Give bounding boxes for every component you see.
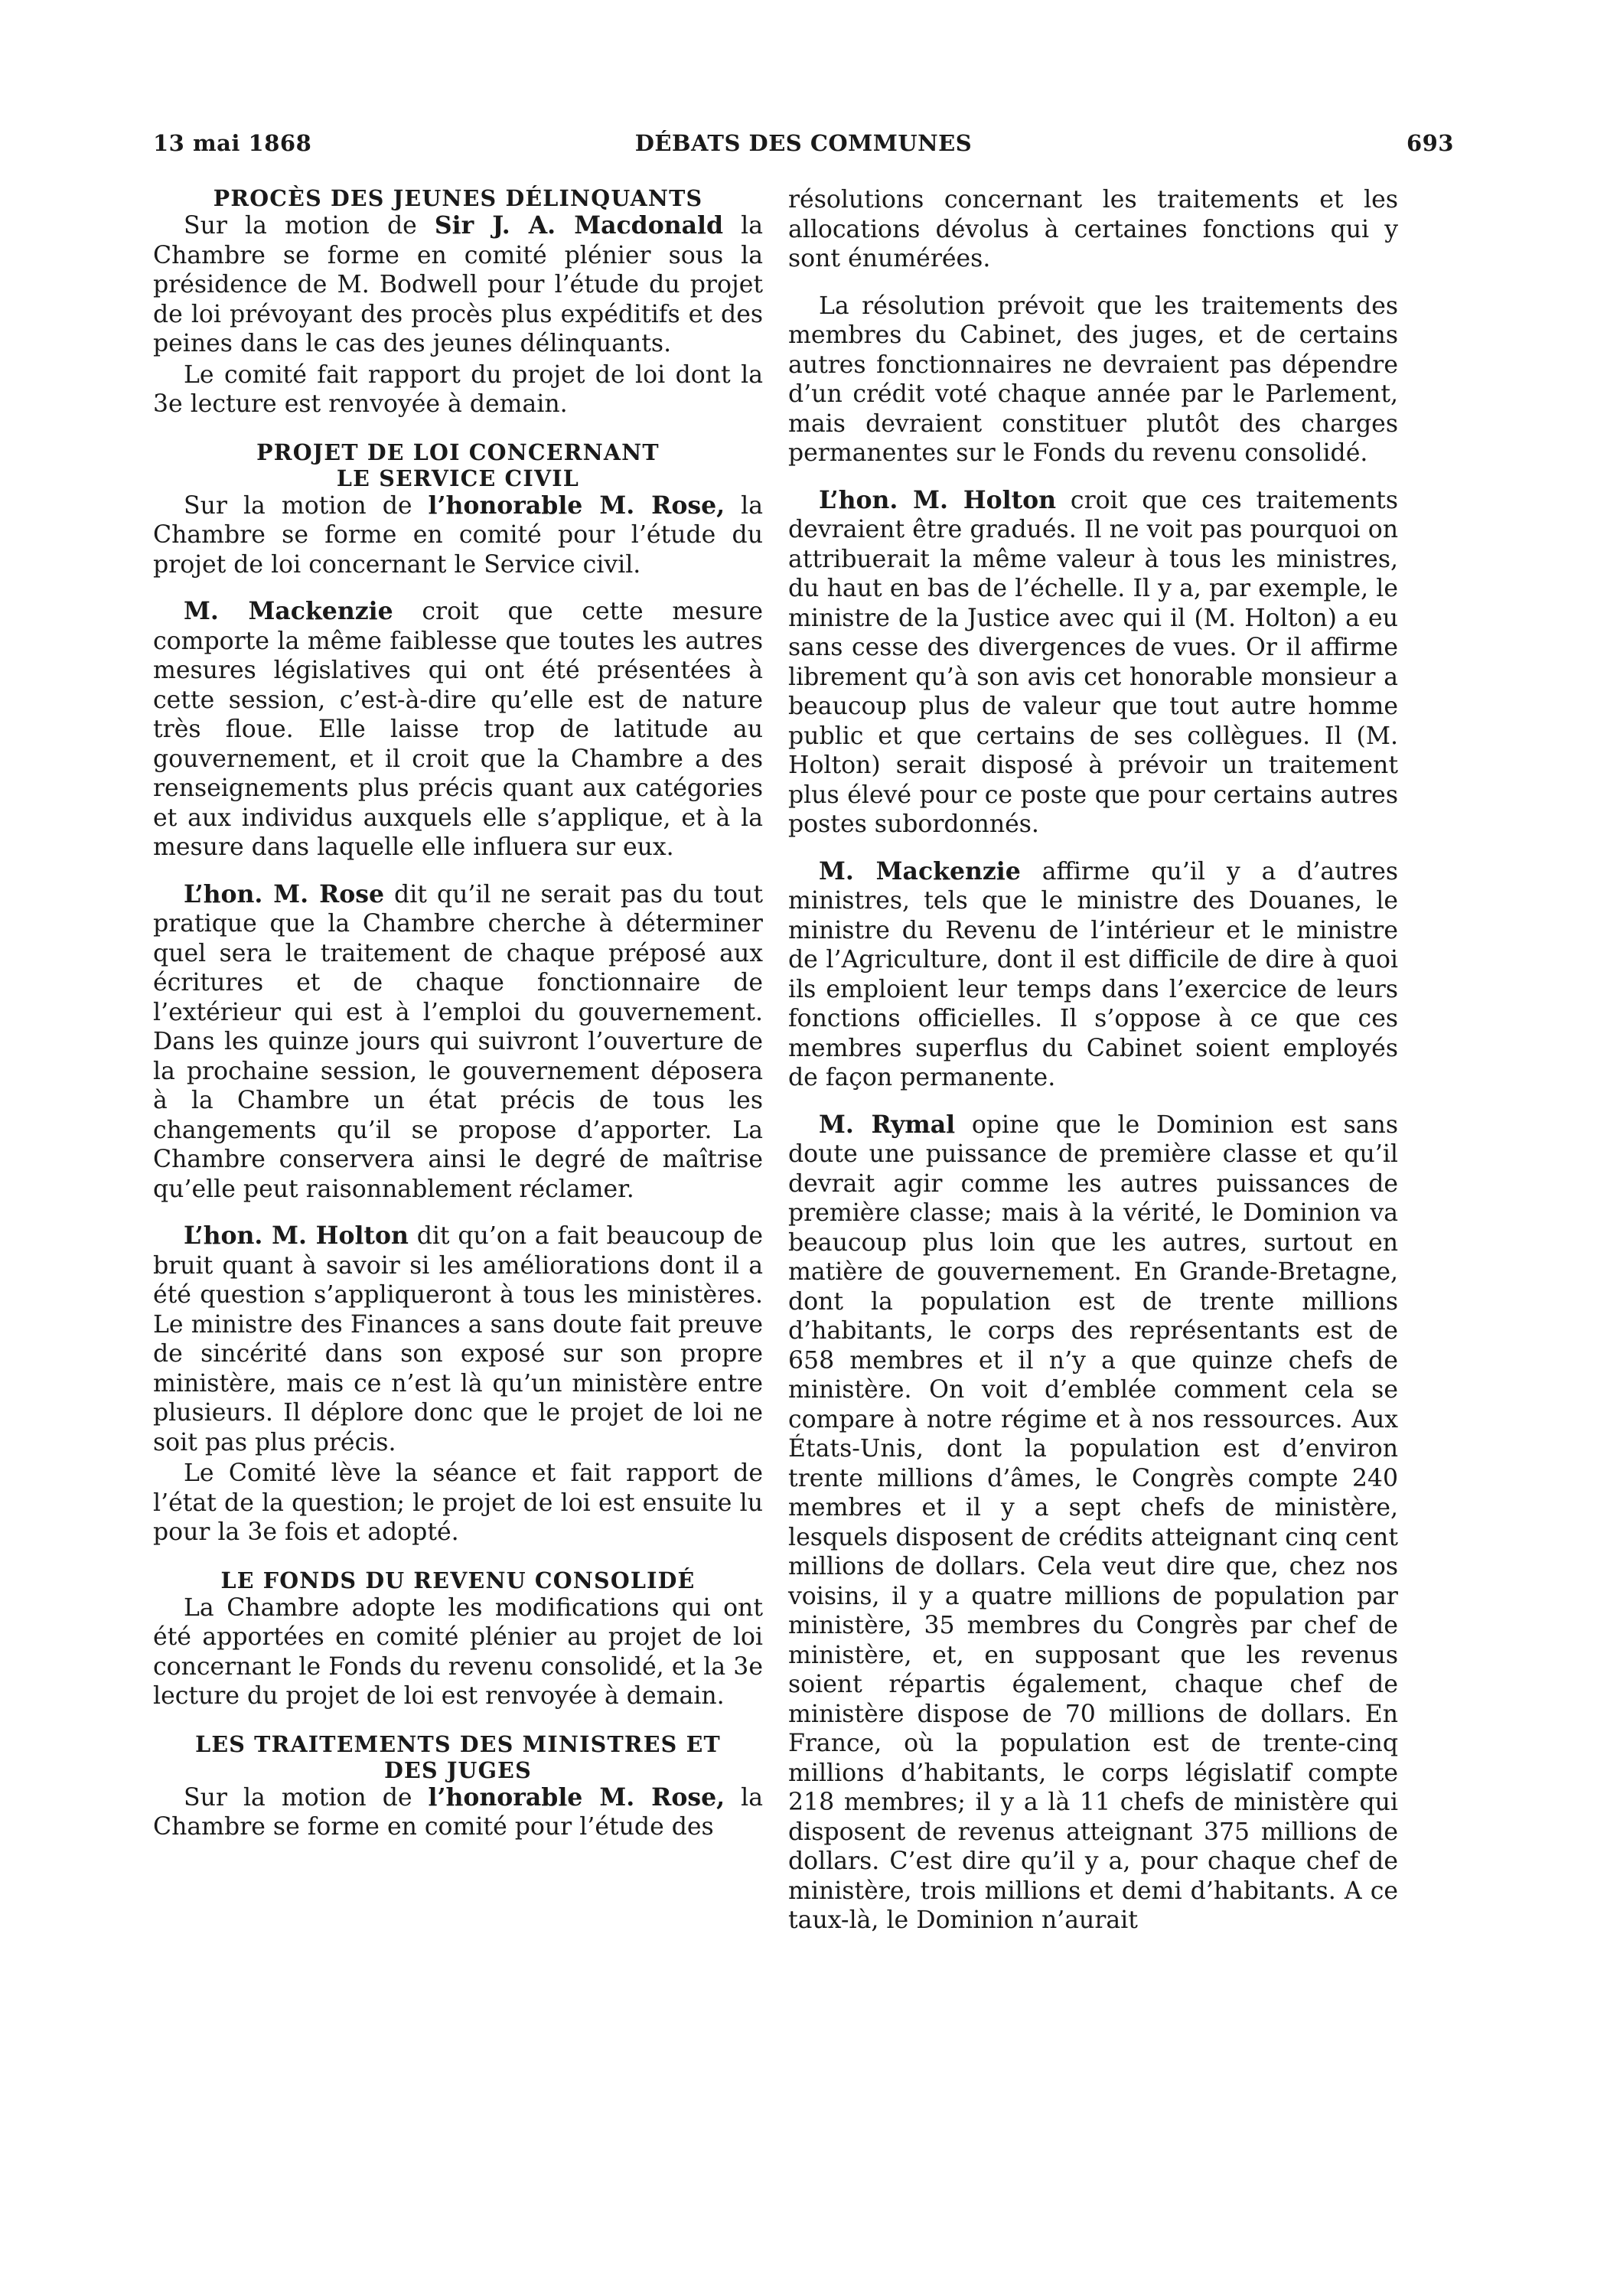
paragraph: La Chambre adopte les modifications qui ont été apportées en comité plénier au projet de loi concernant le Fonds du revenu consolidé, et la 3e lecture du projet de loi est renvoyée à demain.	[153, 1593, 763, 1710]
section-heading-fonds-revenu: LE FONDS DU REVENU CONSOLIDÉ	[220, 1567, 696, 1593]
paragraph-text: Sur la motion de	[184, 212, 435, 240]
speaker-name: l’honorable M. Rose,	[428, 491, 725, 520]
left-column	[153, 185, 763, 1842]
paragraph-text: croit que ces traitements devraient être gradués. Il ne voit pas pourquoi on attribuerait la même valeur à tous les ministres, du haut en bas de l’échelle. Il y a, par exemple, le ministre de la Justice avec qui il (M. Holton) a eu sans cesse des divergences de vues. Or il affirme librement qu’à son avis cet honorable monsieur a beaucoup plus de valeur que tout autre homme public et que certains de ses collègues. Il (M. Holton) serait disposé à prévoir un traitement plus élevé pour ce poste que pour certains autres postes subordonnés.	[788, 486, 1398, 838]
paragraph	[788, 1110, 1398, 1936]
paragraph-text: la Chambre se forme en comité plénier sous la présidence de M. Bodwell pour l’étude du projet de loi prévoyant des procès plus expéditifs et des peines dans le cas des jeunes délinquants.	[153, 212, 764, 357]
paragraph-text: la Chambre se forme en comité pour l’étude du projet de loi concernant le Service civil.	[153, 491, 763, 579]
section-heading-traitements	[153, 1731, 763, 1783]
right-column	[788, 185, 1398, 1936]
speaker-name: L’hon. M. Holton	[184, 1221, 409, 1250]
paragraph	[788, 486, 1398, 840]
speaker-name: Sir J. A. Macdonald	[434, 211, 724, 240]
paragraph-text: dit qu’on a fait beaucoup de bruit quant à savoir si les améliorations dont il a été question s’appliqueront à tous les ministères. Le ministre des Finances a sans doute fait preuve de sincérité dans son exposé sur son propre ministère, mais ce n’est là qu’un ministère entre plusieurs. Il déplore donc que le projet de loi ne soit pas plus précis.	[153, 1222, 763, 1456]
paragraph	[153, 880, 763, 1205]
heading-line: LES TRAITEMENTS DES MINISTRES ET	[195, 1730, 721, 1757]
paragraph-text: croit que cette mesure comporte la même faiblesse que toutes les autres mesures législatives qui ont été présentées à cette session, c’est-à-dire qu’elle est de nature très floue. Elle laisse trop de latitude au gouvernement, et il croit que la Chambre a des renseignements plus précis quant aux catégories et aux individus auxquels elle s’applique, et à la mesure dans laquelle elle influera sur eux.	[153, 598, 763, 861]
heading-line: PROJET DE LOI CONCERNANT	[256, 439, 660, 465]
paragraph: Le comité fait rapport du projet de loi dont la 3e lecture est renvoyée à demain.	[153, 360, 763, 418]
speaker-name: M. Rymal	[819, 1110, 956, 1139]
paragraph	[153, 491, 763, 580]
paragraph: Le Comité lève la séance et fait rapport de l’état de la question; le projet de loi est ensuite lu pour la 3e fois et adopté.	[153, 1459, 763, 1546]
speaker-name: L’hon. M. Holton	[819, 485, 1057, 514]
paragraph	[153, 597, 763, 863]
speaker-name: L’hon. M. Rose	[184, 879, 385, 908]
section-heading-jeunes-delinquants: PROCÈS DES JEUNES DÉLINQUANTS	[213, 185, 703, 211]
paragraph-text: la Chambre se forme en comité pour l’étude des	[153, 1783, 763, 1841]
section-heading-service-civil	[153, 439, 763, 491]
speaker-name: M. Mackenzie	[184, 597, 393, 625]
paragraph	[788, 857, 1398, 1093]
paragraph	[153, 1221, 763, 1457]
paragraph	[153, 211, 763, 359]
page-number: 693	[1406, 130, 1454, 156]
paragraph-text: dit qu’il ne serait pas du tout pratique que la Chambre cherche à déterminer quel sera le traitement de chaque préposé aux écritures et de chaque fonctionnaire de l’extérieur qui est à l’emploi du gouvernement. Dans les quinze jours qui suivront l’ouverture de la prochaine session, le gouvernement déposera à la Chambre un état précis de tous les changements qu’il se propose d’apporter. La Chambre conservera ainsi le degré de maîtrise qu’elle peut raisonnablement réclamer.	[153, 880, 764, 1203]
paragraph-text: Sur la motion de	[184, 491, 429, 520]
header-date: 13 mai 1868	[153, 130, 312, 156]
header-title: DÉBATS DES COMMUNES	[634, 130, 973, 156]
speaker-name: l’honorable M. Rose,	[428, 1782, 725, 1812]
paragraph: La résolution prévoit que les traitements des membres du Cabinet, des juges, et de certains autres fonctionnaires ne devraient pas dépendre d’un crédit voté chaque année par le Parlement, mais devraient constituer plutôt des charges permanentes sur le Fonds du revenu consolidé.	[788, 292, 1398, 467]
paragraph	[153, 1783, 763, 1842]
paragraph: résolutions concernant les traitements et les allocations dévolus à certaines fonctions qui y sont énumérées.	[788, 186, 1398, 272]
heading-line: DES JUGES	[384, 1756, 532, 1783]
paragraph-text: Sur la motion de	[184, 1783, 429, 1812]
running-header	[153, 130, 1454, 161]
speaker-name: M. Mackenzie	[819, 856, 1021, 885]
paragraph-text: affirme qu’il y a d’autres ministres, tels que le ministre des Douanes, le ministre du Revenu de l’intérieur et le ministre de l’Agriculture, dont il est difficile de dire à quoi ils emploient leur temps dans l’exercice de leurs fonctions officielles. Il s’oppose à ce que ces membres superflus du Cabinet soient employés de façon permanente.	[788, 857, 1398, 1091]
heading-line: LE SERVICE CIVIL	[336, 465, 580, 491]
paragraph-text: opine que le Dominion est sans doute une puissance de première classe et qu’il devrait agir comme les autres puissances de première classe; mais à la vérité, le Dominion va beaucoup plus loin que les autres, surtout en matière de gouvernement. En Grande-Bretagne, dont la population est de trente millions d’habitants, le corps des représentants est de 658 membres et il n’y a que quinze chefs de ministère. On voit d’emblée comment cela se compare à notre régime et à nos ressources. Aux États-Unis, dont la population est d’environ trente millions d’âmes, le Congrès compte 240 membres et il y a sept chefs de ministère, lesquels disposent de crédits atteignant cinq cent millions de dollars. Cela veut dire que, chez nos voisins, il y a quatre millions de population par ministère, 35 membres du Congrès par chef de ministère, et, en supposant que les revenus soient répartis également, chaque chef de ministère dispose de 70 millions de dollars. En France, où la population est de trente-cinq millions d’habitants, le corps législatif compte 218 membres; il y a là 11 chefs de ministère qui disposent de revenus atteignant 375 millions de dollars. C’est dire qu’il y a, pour chaque chef de ministère, trois millions et demi d’habitants. A ce taux-là, le Dominion n’aurait	[788, 1110, 1398, 1934]
